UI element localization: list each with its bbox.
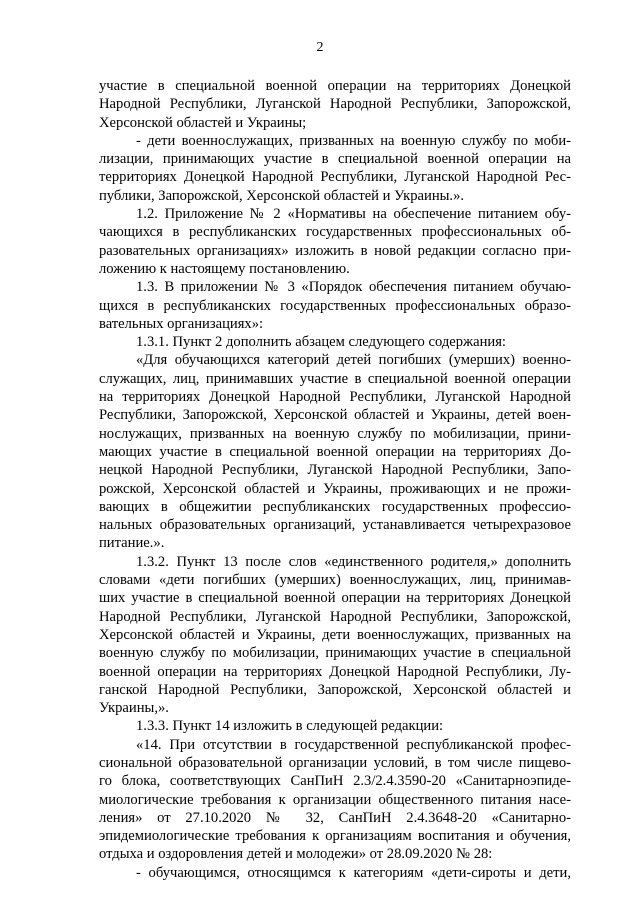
text-line: го блока, соответствующих СанПиН 2.3/2.4.3590-20 «Санитарноэпиде- xyxy=(99,773,571,790)
text-line: нальных образовательных организаций, устанавливается четырехразовое xyxy=(99,517,571,534)
text-line: щихся в республиканских государственных профессиональных образо- xyxy=(99,297,571,314)
text-line: Народной Республики, Луганской Народной Республики, Запорожской, xyxy=(99,96,571,113)
text-line: Херсонской областей и Украины; xyxy=(99,114,307,131)
text-line: военную службу по мобилизации, принимающих участие в специальной xyxy=(99,645,571,662)
text-line: участие в специальной военной операции на территориях Донецкой xyxy=(99,78,571,94)
text-line: лизации, принимающих участие в специальной военной операции на xyxy=(99,151,571,168)
text-line: территориях Донецкой Народной Республики, Луганской Народной Рес- xyxy=(99,169,571,186)
document-body xyxy=(99,77,571,882)
text-line: - обучающимся, относящимся к категориям «дети-сироты и дети, xyxy=(136,864,571,881)
text-line: рожской, Херсонской областей и Украины, проживающих и не прожи- xyxy=(99,480,571,497)
text-line: эпидемиологические требования к организациям воспитания и обучения, xyxy=(99,828,571,845)
text-line: чающихся в республиканских государственных профессиональных об- xyxy=(99,224,571,241)
text-line: разовательных организациях» изложить в новой редакции согласно при- xyxy=(99,242,571,259)
text-line: словами «дети погибших (умерших) военнослужащих, лиц, принимав- xyxy=(99,572,571,589)
text-line: Народной Республики, Луганской Народной Республики, Запорожской, xyxy=(99,608,571,625)
text-line: сиональной образовательной организации условий, в том числе пищево- xyxy=(99,754,571,771)
page-number: 2 xyxy=(316,40,324,55)
text-line: миологические требования к организации общественного питания насе- xyxy=(99,791,571,808)
text-line: публики, Запорожской, Херсонской областей и Украины.». xyxy=(99,187,465,204)
text-line: Украины,». xyxy=(99,700,169,717)
text-line: Херсонской областей и Украины, дети военнослужащих, призванных на xyxy=(99,626,571,643)
text-line: на территориях Донецкой Народной Республики, Луганской Народной xyxy=(99,389,571,406)
text-line: 1.3.1. Пункт 2 дополнить абзацем следующего содержания: xyxy=(136,334,506,351)
text-line: питание.». xyxy=(99,535,165,552)
text-line: военной операции на территориях Донецкой Народной Республики, Лу- xyxy=(99,663,571,680)
text-line: - дети военнослужащих, призванных на военную службу по моби- xyxy=(136,132,571,149)
text-line: 1.2. Приложение № 2 «Нормативы на обеспечение питанием обу- xyxy=(136,206,571,223)
text-line: ления» от 27.10.2020 № 32, СанПиН 2.4.3648-20 «Санитарно- xyxy=(99,809,571,826)
text-line: ганской Народной Республики, Запорожской, Херсонской областей и xyxy=(99,681,571,698)
text-line: мающих участие в специальной военной операции на территориях До- xyxy=(99,443,571,460)
text-line: Республики, Запорожской, Херсонской областей и Украины, детей воен- xyxy=(99,407,571,424)
text-line: отдыха и оздоровления детей и молодежи» от 28.09.2020 № 28: xyxy=(99,846,493,863)
text-line: «Для обучающихся категорий детей погибших (умерших) военно- xyxy=(136,352,571,369)
text-line: вательных организациях»: xyxy=(99,315,264,332)
text-line: «14. При отсутствии в государственной республиканской профес- xyxy=(136,736,571,753)
text-line: нецкой Народной Республики, Луганской Народной Республики, Запо- xyxy=(99,462,571,479)
text-line: ложению к настоящему постановлению. xyxy=(99,260,350,277)
text-line: 1.3.3. Пункт 14 изложить в следующей редакции: xyxy=(136,718,444,735)
text-line: вающих в общежитии республиканских государственных профессио- xyxy=(99,498,571,515)
text-line: 1.3. В приложении № 3 «Порядок обеспечения питанием обучаю- xyxy=(136,279,571,296)
text-line: нослужащих, призванных на военную службу по мобилизации, прини- xyxy=(99,425,571,442)
text-line: 1.3.2. Пункт 13 после слов «единственного родителя,» дополнить xyxy=(136,553,571,570)
text-line: служащих, лиц, принимавших участие в специальной военной операции xyxy=(99,370,571,387)
text-line: ших участие в специальной военной операции на территориях Донецкой xyxy=(99,590,571,607)
